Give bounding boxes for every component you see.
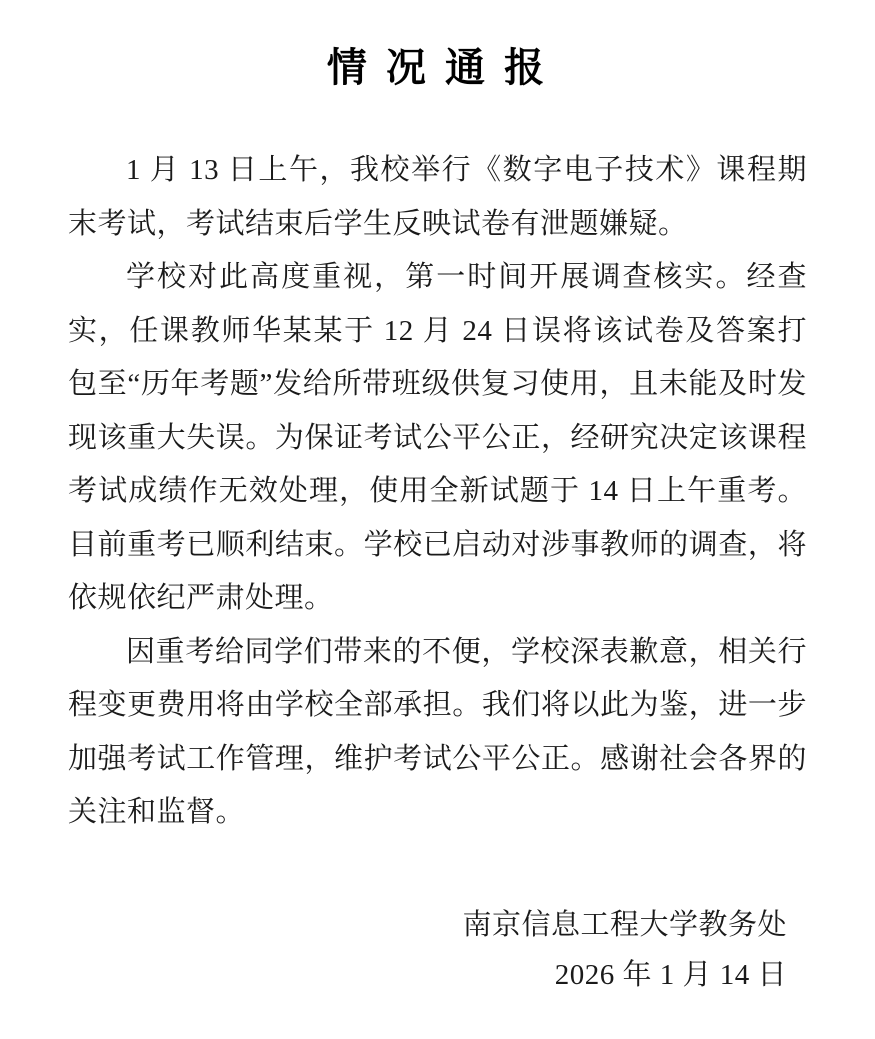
signature-block: [68, 900, 807, 1000]
notice-paragraph-1: 1 月 13 日上午，我校举行《数字电子技术》课程期末考试，考试结束后学生反映试卷有泄题嫌疑。: [68, 154, 807, 240]
issuer-name: 南京信息工程大学教务处: [462, 908, 787, 941]
issue-date: 2026 年 1 月 14 日: [554, 958, 787, 991]
notice-paragraph-3: 因重考给同学们带来的不便，学校深表歉意，相关行程变更费用将由学校全部承担。我们将以此为鉴，进一步加强考试工作管理，维护考试公平公正。感谢社会各界的关注和监督。: [68, 635, 807, 828]
notice-body: [68, 144, 807, 840]
notice-paragraph-2: 学校对此高度重视，第一时间开展调查核实。经查实，任课教师华某某于 12 月 24 日误将该试卷及答案打包至“历年考题”发给所带班级供复习使用，且未能及时发现该重大失误。为保证考试公平公正，经研究决定该课程考试成绩作无效处理，使用全新试题于 14 日上午重考。目前重考已顺利结束。学校已启动对涉事教师的调查，将依规依纪严肃处理。: [68, 261, 807, 614]
notice-title: 情 况 通 报: [326, 46, 549, 90]
